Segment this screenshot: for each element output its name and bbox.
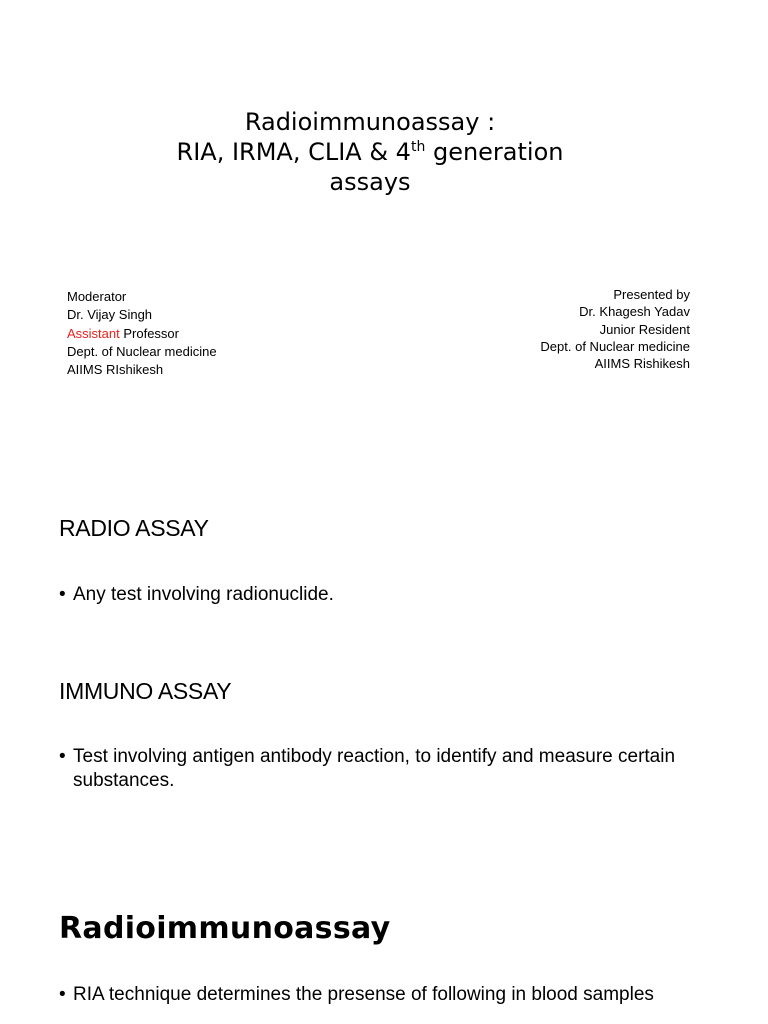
moderator-title bbox=[67, 325, 217, 343]
moderator-dept: Dept. of Nuclear medicine bbox=[67, 343, 217, 359]
title-superscript: th bbox=[410, 139, 426, 155]
title-line-1: Radioimmunoassay : bbox=[244, 108, 496, 136]
immuno-assay-bullet bbox=[59, 745, 733, 792]
bullet-marker: • bbox=[59, 584, 66, 605]
bullet-text: Test involving antigen antibody reaction, to identify and measure certain substances. bbox=[73, 746, 676, 791]
presenter-name: Dr. Khagesh Yadav bbox=[579, 304, 690, 320]
radio-assay-heading: RADIO ASSAY bbox=[59, 515, 209, 541]
moderator-name: Dr. Vijay Singh bbox=[67, 307, 153, 323]
radioimmunoassay-heading: Radioimmunoassay bbox=[59, 911, 391, 946]
radioimmunoassay-bullet bbox=[59, 983, 733, 1007]
title-line-2 bbox=[0, 137, 740, 167]
title-line-2-end: generation bbox=[425, 138, 564, 166]
moderator-title-rest: Professor bbox=[119, 325, 179, 341]
presenter-block bbox=[540, 286, 690, 372]
moderator-title-highlight: Assistant bbox=[67, 325, 120, 341]
immuno-assay-heading: IMMUNO ASSAY bbox=[59, 678, 232, 704]
title-line-3: assays bbox=[329, 168, 411, 196]
radio-assay-bullet bbox=[59, 583, 733, 607]
moderator-label: Moderator bbox=[67, 289, 127, 304]
bullet-marker: • bbox=[59, 746, 66, 767]
bullet-marker: • bbox=[59, 984, 66, 1005]
moderator-institute: AIIMS RIshikesh bbox=[67, 362, 164, 378]
title-line-2-main: RIA, IRMA, CLIA & 4 bbox=[176, 138, 411, 166]
presenter-label: Presented by bbox=[613, 287, 690, 302]
presenter-dept: Dept. of Nuclear medicine bbox=[540, 338, 690, 354]
slide-title bbox=[0, 107, 740, 197]
bullet-text: Any test involving radionuclide. bbox=[73, 584, 334, 605]
moderator-block bbox=[67, 288, 217, 379]
presenter-role: Junior Resident bbox=[599, 321, 690, 337]
presenter-institute: AIIMS Rishikesh bbox=[594, 356, 690, 372]
bullet-text: RIA technique determines the presense of following in blood samples bbox=[73, 984, 654, 1005]
